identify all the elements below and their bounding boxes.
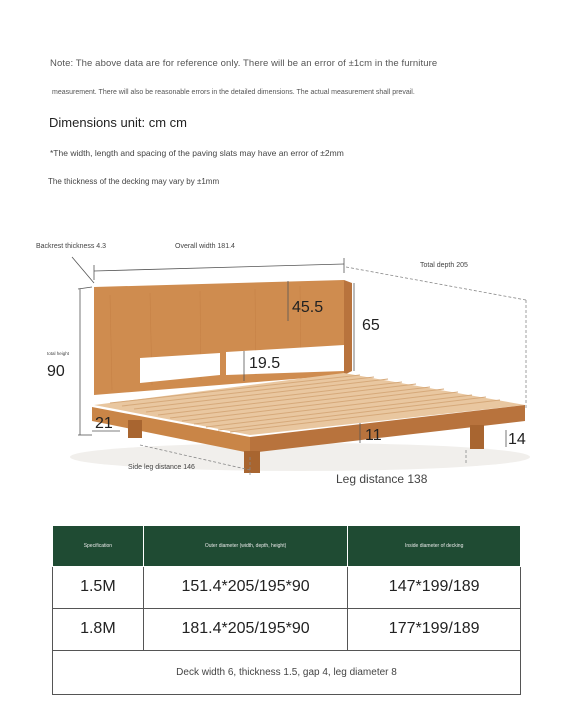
row-1-spec: 1.5M <box>53 566 144 608</box>
headboard-side <box>344 280 352 375</box>
gap-height-value: 19.5 <box>249 355 281 372</box>
bed-illustration <box>0 225 582 500</box>
table-row <box>53 608 521 650</box>
total-height-label: total height <box>47 351 70 356</box>
backrest-thickness-label: Backrest thickness 4.3 <box>36 243 107 250</box>
overall-width-label: Overall width 181.4 <box>175 243 235 250</box>
height-65-value: 65 <box>362 317 380 334</box>
row-2-spec: 1.8M <box>53 608 144 650</box>
row-2-outer: 181.4*205/195*90 <box>143 608 348 650</box>
headboard-height-value: 45.5 <box>292 299 324 316</box>
headboard <box>94 280 344 395</box>
note-line-4: The thickness of the decking may vary by ±1mm <box>48 177 220 186</box>
leg-distance-label: Leg distance 138 <box>336 472 428 486</box>
side-leg-distance-label: Side leg distance 146 <box>128 464 195 471</box>
dimensions-unit-title: Dimensions unit: cm cm <box>49 115 187 130</box>
deck-11-value: 11 <box>365 427 382 444</box>
leg-14-value: 14 <box>508 431 526 448</box>
table-row <box>53 566 521 608</box>
leg-back-left <box>128 420 142 438</box>
specification-table <box>52 526 521 695</box>
header-specification: Specification <box>53 526 144 566</box>
leg-front-right <box>470 425 484 449</box>
table-footer-row <box>53 650 521 694</box>
leg-front-left <box>244 451 260 473</box>
table-footer-note: Deck width 6, thickness 1.5, gap 4, leg diameter 8 <box>53 650 521 694</box>
note-line-2: measurement. There will also be reasonable errors in the detailed dimensions. The actual measurement shall prevail. <box>52 89 415 96</box>
total-height-value: 90 <box>47 363 65 380</box>
total-depth-label: Total depth 205 <box>420 262 468 269</box>
table-header-row <box>53 526 521 566</box>
header-inside-diameter: Inside diameter of decking <box>348 526 521 566</box>
row-1-outer: 151.4*205/195*90 <box>143 566 348 608</box>
note-line-1: Note: The above data are for reference only. There will be an error of ±1cm in the furniture <box>50 58 438 69</box>
header-outer-diameter: Outer diameter (width, depth, height) <box>143 526 348 566</box>
side-21-value: 21 <box>95 415 113 432</box>
row-1-inside: 147*199/189 <box>348 566 521 608</box>
bed-dimension-diagram <box>0 225 582 500</box>
note-line-3: *The width, length and spacing of the paving slats may have an error of ±2mm <box>50 148 344 158</box>
row-2-inside: 177*199/189 <box>348 608 521 650</box>
